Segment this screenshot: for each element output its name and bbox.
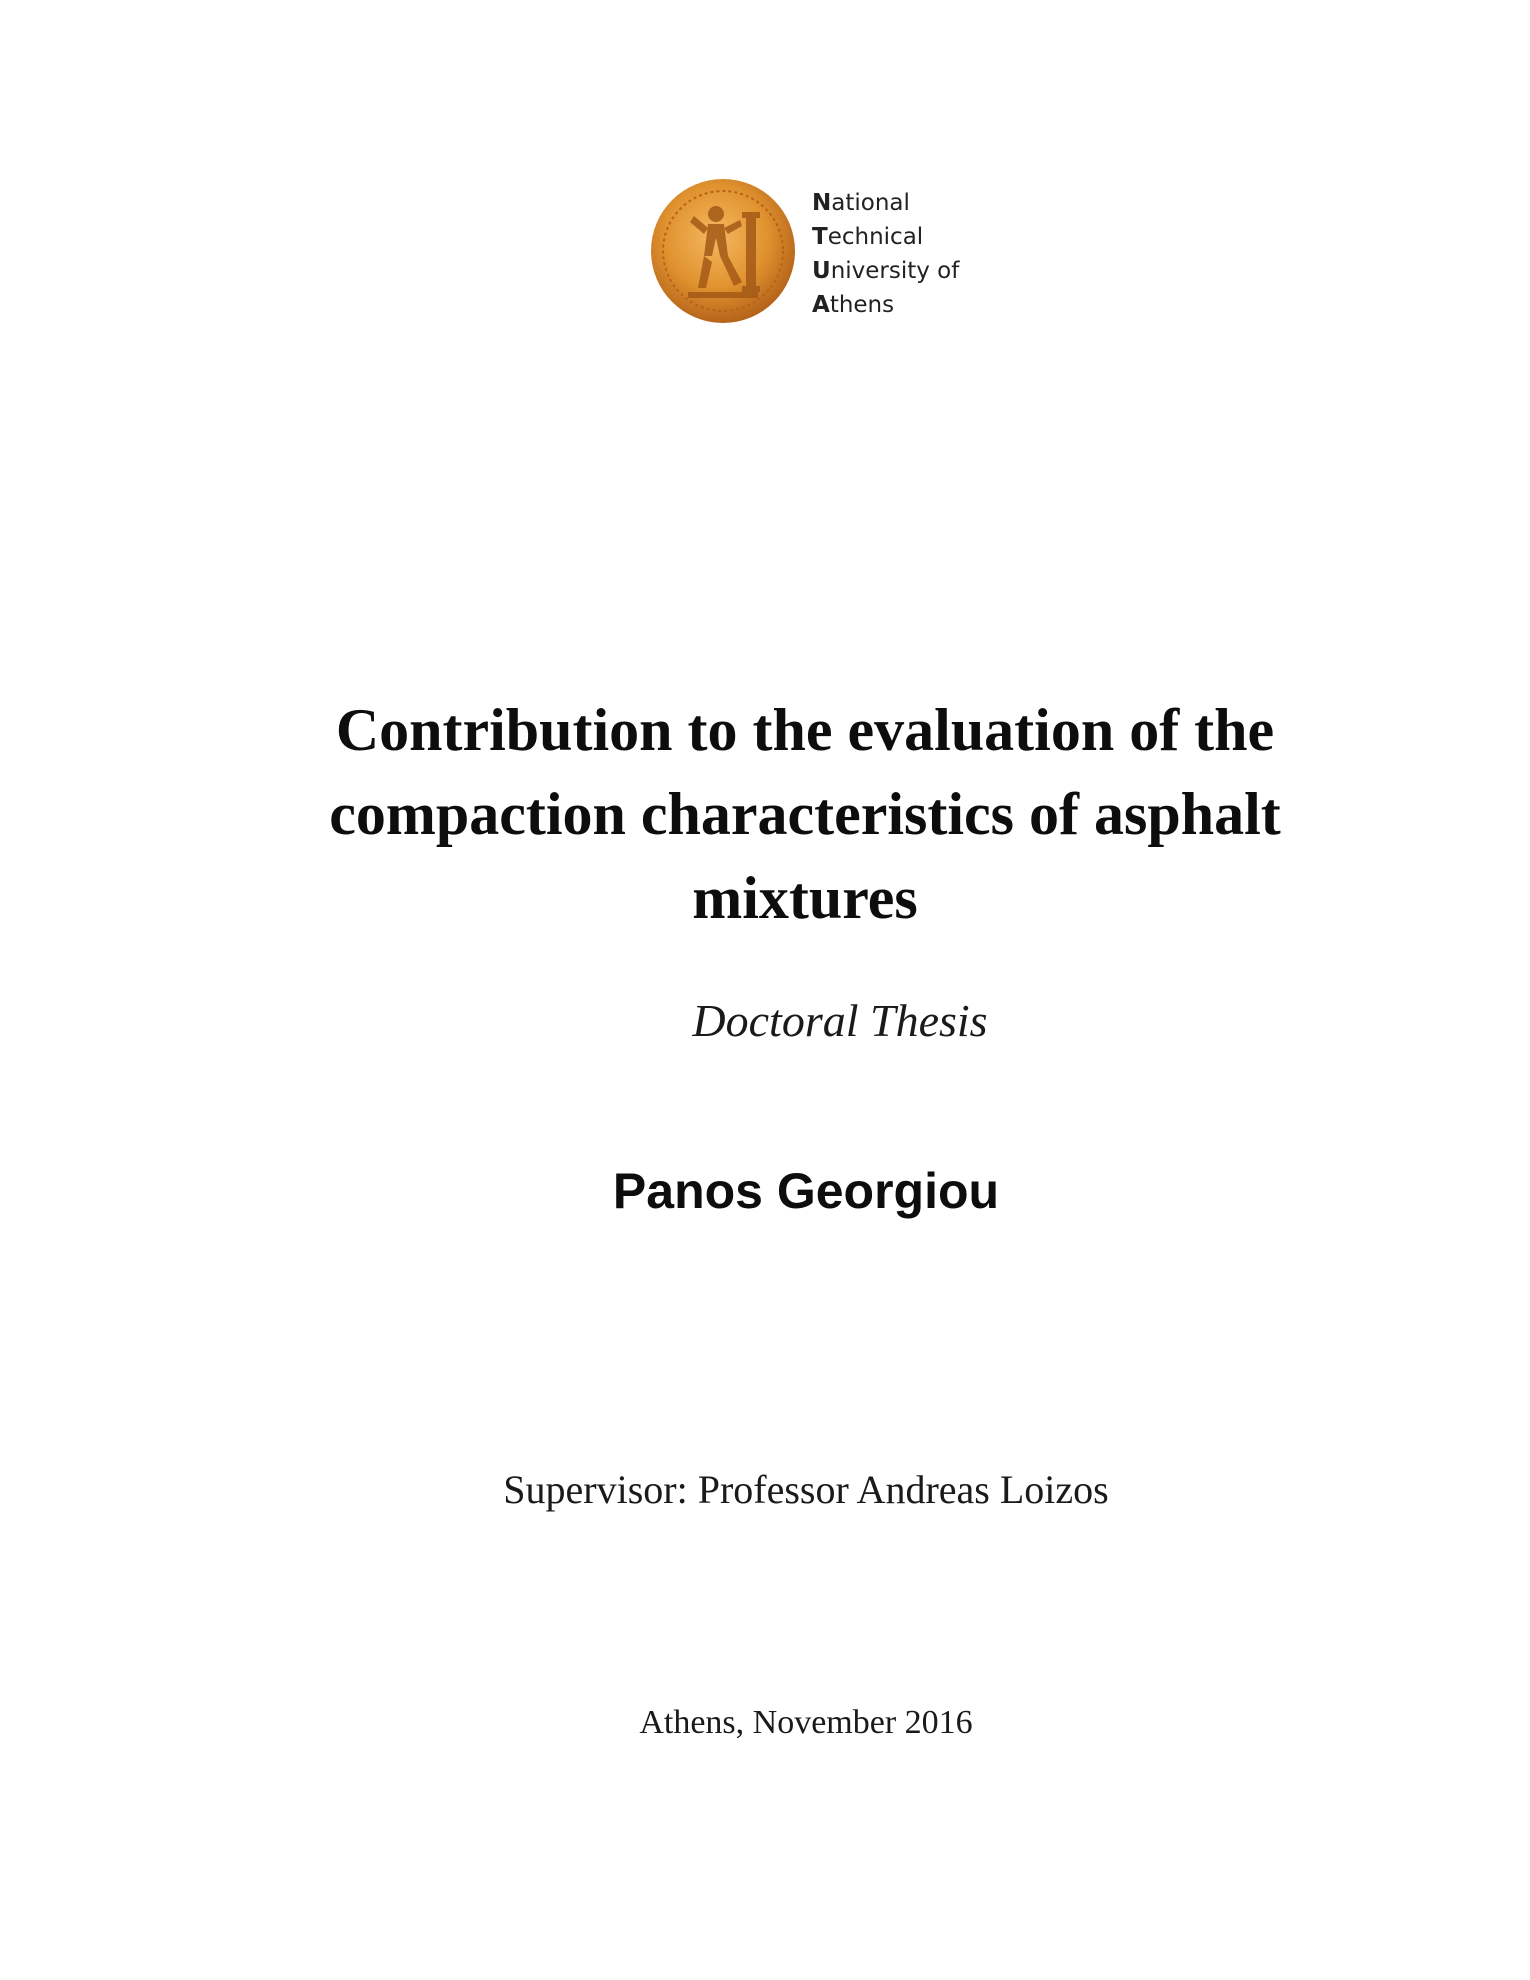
university-name-line [812, 254, 959, 288]
word-rest: niversity of [830, 258, 960, 284]
university-name [812, 186, 959, 322]
title-line: compaction characteristics of asphalt [329, 781, 1281, 847]
word-rest: thens [829, 292, 895, 318]
title-line: mixtures [692, 865, 918, 931]
title-line: Contribution to the evaluation of the [335, 697, 1275, 763]
university-name-line [812, 186, 959, 220]
ntua-seal-icon [648, 176, 798, 326]
initial-letter: T [812, 224, 828, 250]
word-rest: ational [831, 190, 910, 216]
word-rest: echnical [827, 224, 924, 250]
university-name-line [812, 220, 959, 254]
thesis-title [190, 688, 1420, 940]
university-name-line [812, 288, 959, 322]
initial-letter: N [812, 190, 832, 216]
place-and-date: Athens, November 2016 [639, 1704, 973, 1741]
author-name: Panos Georgiou [612, 1163, 1000, 1219]
initial-letter: U [812, 258, 831, 284]
document-type: Doctoral Thesis [692, 995, 988, 1046]
initial-letter: A [812, 292, 830, 318]
university-logo [648, 168, 978, 328]
supervisor-line: Supervisor: Professor Andreas Loizos [503, 1467, 1109, 1512]
